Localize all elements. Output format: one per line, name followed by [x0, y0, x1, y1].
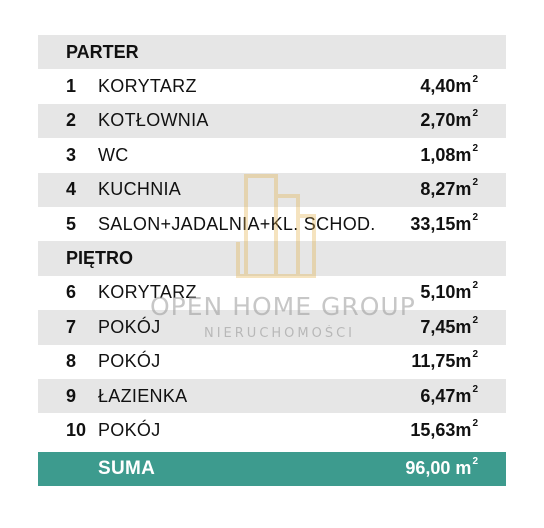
room-name: KORYTARZ — [98, 282, 197, 303]
room-name: ŁAZIENKA — [98, 385, 188, 406]
table-row — [38, 276, 506, 310]
room-number: 7 — [66, 316, 77, 337]
room-number: 10 — [66, 419, 87, 440]
room-name: POKÓJ — [98, 419, 161, 440]
room-name: POKÓJ — [98, 316, 161, 337]
table-row — [38, 69, 506, 103]
room-name: SALON+JADALNIA+KL. SCHOD. — [98, 213, 376, 234]
room-name: WC — [98, 144, 129, 165]
room-number: 4 — [66, 179, 77, 200]
table-row — [38, 310, 506, 344]
room-area-table — [38, 35, 506, 486]
room-area: $8,27m^2$ — [420, 177, 478, 200]
room-number: 9 — [66, 385, 77, 406]
room-area: $7,45m^2$ — [420, 314, 478, 337]
section-header-pietro — [38, 241, 506, 275]
table-row — [38, 173, 506, 207]
table-row — [38, 104, 506, 138]
table-row — [38, 138, 506, 172]
room-area: $6,47m^2$ — [420, 383, 478, 406]
room-area: $5,10m^2$ — [420, 280, 478, 303]
room-name: KORYTARZ — [98, 76, 197, 97]
total-label: SUMA — [98, 457, 156, 479]
section-header-parter — [38, 35, 506, 69]
section-title: PIĘTRO — [66, 248, 134, 269]
table-row — [38, 413, 506, 447]
room-number: 8 — [66, 351, 77, 372]
room-number: 2 — [66, 110, 77, 131]
table-row — [38, 379, 506, 413]
room-number: 1 — [66, 76, 77, 97]
room-number: 6 — [66, 282, 77, 303]
room-area: $1,08m^2$ — [420, 142, 478, 165]
room-area: $33,15m^2$ — [410, 211, 478, 234]
total-row — [38, 452, 506, 486]
room-name: KUCHNIA — [98, 179, 182, 200]
room-name: KOTŁOWNIA — [98, 110, 209, 131]
room-area: $11,75m^2$ — [411, 349, 478, 372]
table-row — [38, 345, 506, 379]
room-number: 3 — [66, 144, 77, 165]
room-number: 5 — [66, 213, 77, 234]
section-title: PARTER — [66, 41, 139, 62]
table-row — [38, 207, 506, 241]
watermark-subtitle: NIERUCHOMOŚCI — [204, 326, 356, 341]
room-name: POKÓJ — [98, 351, 161, 372]
room-area: $2,70m^2$ — [420, 108, 478, 131]
total-area: 96,00 $m^2$ — [405, 456, 478, 479]
watermark-brand: OPEN HOME GROUP — [150, 292, 416, 321]
room-area: $15,63m^2$ — [410, 417, 478, 440]
room-area: $4,40m^2$ — [420, 74, 478, 97]
